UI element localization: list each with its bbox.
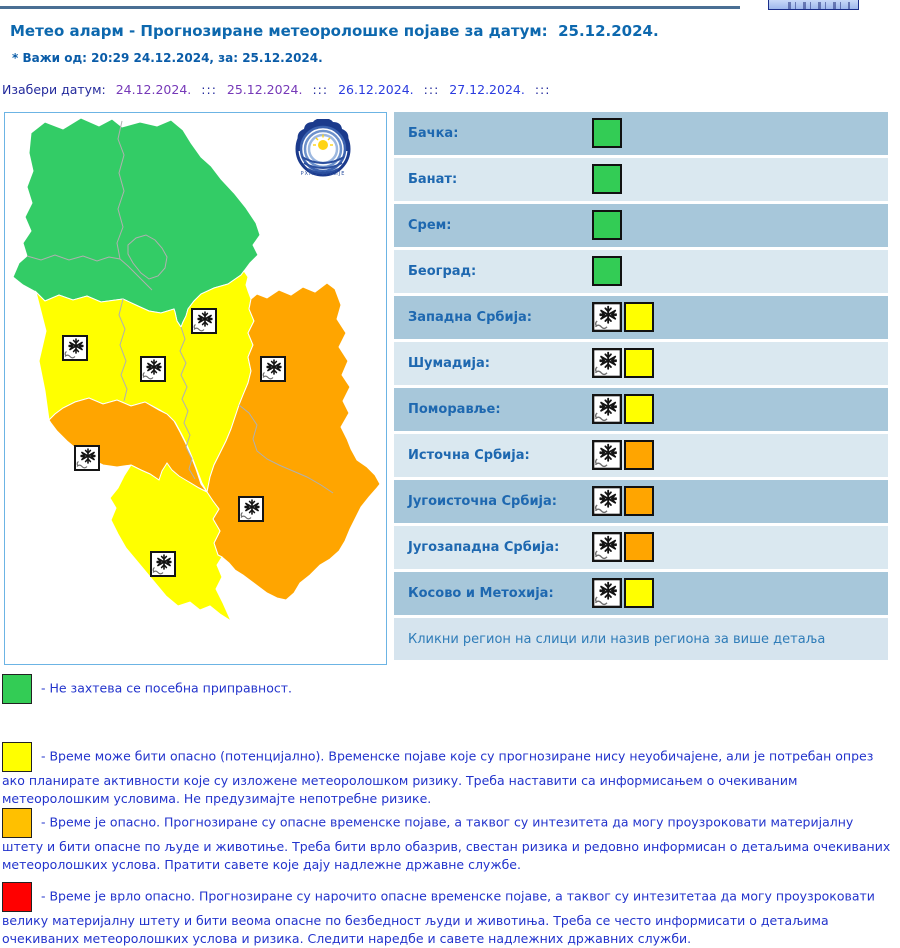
- date-separator: :::: [201, 82, 217, 97]
- snow-ice-icon: [592, 440, 622, 470]
- region-label: Југоисточна Србија:: [408, 494, 557, 509]
- page-title: Метео аларм - Прогнозиране метеоролошке појаве за датум: 25.12.2024.: [10, 22, 659, 40]
- top-rule: [0, 6, 740, 9]
- warning-level-box: [624, 578, 654, 608]
- date-link-24-12-2024[interactable]: 24.12.2024.: [115, 82, 192, 97]
- region-row-banat[interactable]: [394, 158, 888, 201]
- region-row-jugozapadna-srbija[interactable]: [394, 526, 888, 569]
- date-picker-label: Изабери датум:: [2, 82, 106, 97]
- region-label: Југозападна Србија:: [408, 540, 560, 555]
- date-separator: :::: [312, 82, 329, 97]
- legend-color-box-red: [2, 882, 32, 912]
- snow-ice-icon-istocna-srbija: [261, 357, 285, 381]
- region-row-srem[interactable]: [394, 204, 888, 247]
- snow-ice-icon: [592, 302, 622, 332]
- rhmz-logo-caption: РХМЗ СРБИЈЕ: [300, 171, 346, 177]
- snow-ice-icon-sumadija: [141, 357, 165, 381]
- panel-hint: Кликни регион на слици или назив региона за више детаља: [394, 618, 888, 660]
- region-row-zapadna-srbija[interactable]: [394, 296, 888, 339]
- snow-ice-icon-zapadna-srbija: [63, 336, 87, 360]
- region-label: Бачка:: [408, 126, 459, 141]
- warning-level-box: [592, 256, 622, 286]
- region-row-istocna-srbija[interactable]: [394, 434, 888, 477]
- legend-text: - Време може бити опасно (потенцијално). Временске појаве које су прогнозиране нису неуобичајене, али је потребан опрез ако планирате активности које су изложене метеоролошком ризику. Треба наставити са информисањем о очекиваним метеоролошким условима. Не предузимајте непотребне ризике.: [2, 748, 874, 806]
- region-label: Западна Србија:: [408, 310, 533, 325]
- legend-color-box-orange: [2, 808, 32, 838]
- date-separator: :::: [534, 82, 551, 97]
- warning-level-box: [592, 164, 622, 194]
- legend-item-orange: [2, 808, 896, 874]
- region-label: Шумадија:: [408, 356, 490, 371]
- date-link-27-12-2024[interactable]: 27.12.2024.: [449, 82, 525, 97]
- date-separator: :::: [423, 82, 440, 97]
- region-row-pomoravlje[interactable]: [394, 388, 888, 431]
- region-label: Косово и Метохија:: [408, 586, 554, 601]
- legend-item-yellow: [2, 742, 896, 808]
- warning-level-box: [592, 210, 622, 240]
- region-row-jugoistocna-srbija[interactable]: [394, 480, 888, 523]
- legend-item-green: [2, 674, 896, 704]
- warning-level-box: [624, 532, 654, 562]
- region-warning-panel: [394, 112, 888, 660]
- warning-level-box: [624, 302, 654, 332]
- snow-ice-icon: [592, 486, 622, 516]
- region-label: Београд:: [408, 264, 477, 279]
- serbia-warning-map: [4, 112, 387, 665]
- date-link-26-12-2024[interactable]: 26.12.2024.: [338, 82, 414, 97]
- snow-ice-icon: [592, 532, 622, 562]
- date-picker: [2, 82, 554, 97]
- legend-text: - Време је врло опасно. Прогнозиране су нарочито опасне временске појаве, а таквог су интезитетаа да могу проузроковати велику материјалну штету и бити веома опасне по безбедност људи и животиња. Треба се често информисати о детаљима очекиваних метеоролошких услова и ризика. Следити наредбе и савете надлежних државних служби.: [2, 888, 875, 946]
- valid-note: * Важи од: 20:29 24.12.2024, за: 25.12.2024.: [12, 51, 323, 65]
- top-cut-button-glyphs: [781, 2, 850, 10]
- snow-ice-icon-kosovo: [151, 552, 175, 576]
- snow-ice-icon: [592, 394, 622, 424]
- date-link-25-12-2024[interactable]: 25.12.2024.: [226, 82, 303, 97]
- legend-item-red: [2, 882, 896, 948]
- snow-ice-icon-pomoravlje: [192, 309, 216, 333]
- top-cut-button[interactable]: [768, 0, 859, 10]
- legend-text: - Не захтева се посебна приправност.: [41, 680, 292, 696]
- warning-level-box: [624, 486, 654, 516]
- legend-text: - Време је опасно. Прогнозиране су опасне временске појаве, а таквог су интезитета да могу проузроковати материјалну штету и бити опасне по људе и животиње. Треба бити врло обазрив, свестан ризика и редовно информисан о детаљима очекиваних метеоролошких услова. Пратити савете које дају надлежне државне службе.: [2, 814, 891, 872]
- snow-ice-icon-jugozapadna-srbija: [75, 446, 99, 470]
- region-label: Банат:: [408, 172, 458, 187]
- snow-ice-icon: [592, 348, 622, 378]
- warning-level-box: [592, 118, 622, 148]
- legend-color-box-green: [2, 674, 32, 704]
- snow-ice-icon-jugoistocna-srbija: [239, 497, 263, 521]
- region-row-sumadija[interactable]: [394, 342, 888, 385]
- region-row-backa[interactable]: [394, 112, 888, 155]
- snow-ice-icon: [592, 578, 622, 608]
- region-row-kosovo-i-metohija[interactable]: [394, 572, 888, 615]
- region-label: Срем:: [408, 218, 452, 233]
- warning-level-box: [624, 440, 654, 470]
- region-row-beograd[interactable]: [394, 250, 888, 293]
- warning-level-box: [624, 394, 654, 424]
- legend-color-box-yellow: [2, 742, 32, 772]
- warning-legend: [2, 674, 896, 948]
- warning-level-box: [624, 348, 654, 378]
- region-label: Поморавље:: [408, 402, 501, 417]
- region-label: Источна Србија:: [408, 448, 530, 463]
